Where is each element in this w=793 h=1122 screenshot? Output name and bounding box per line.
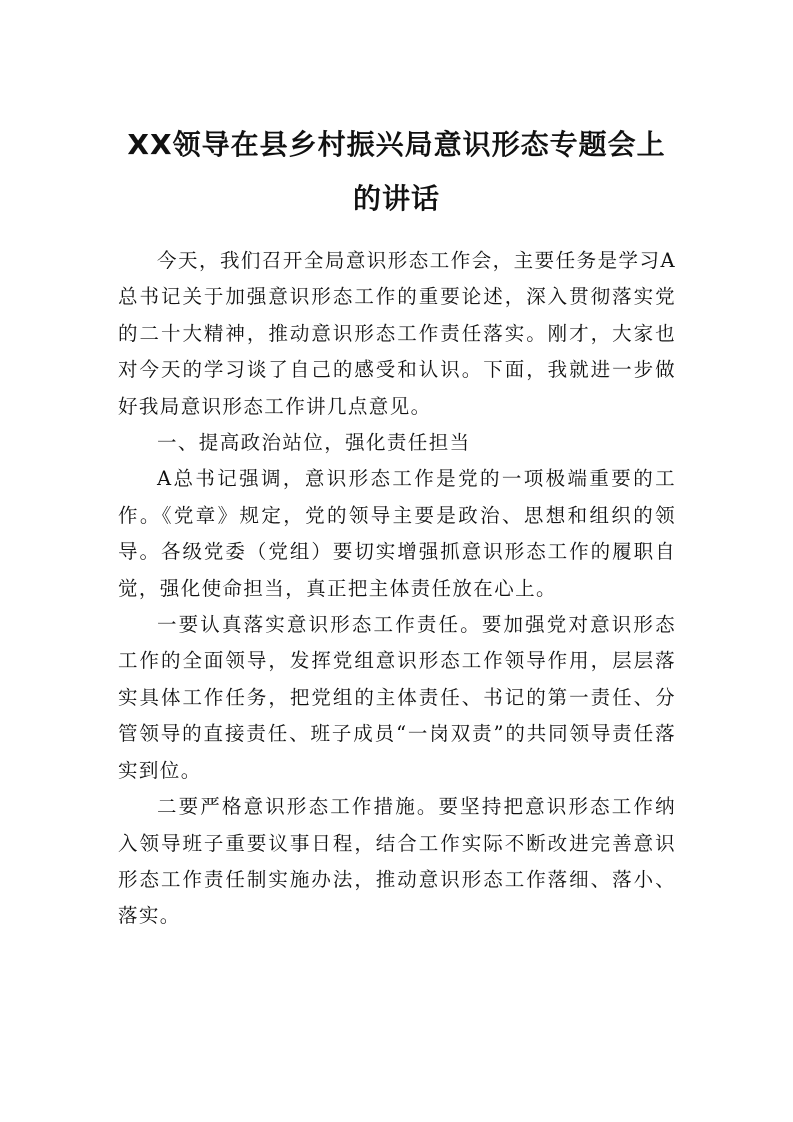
paragraph-intro: 今天，我们召开全局意识形态工作会，主要任务是学习A总书记关于加强意识形态工作的重要论述，深入贯彻落实党的二十大精神，推动意识形态工作责任落实。刚才，大家也对今天的学习谈了自己的感受和认识。下面，我就进一步做好我局意识形态工作讲几点意见。 bbox=[118, 249, 676, 418]
title-line-1: XX领导在县乡村振兴局意识形态专题会上 bbox=[127, 128, 666, 161]
document-body bbox=[118, 243, 676, 935]
paragraph-point-1: 一要认真落实意识形态工作责任。要加强党对意识形态工作的全面领导，发挥党组意识形态工作领导作用，层层落实具体工作任务，把党组的主体责任、书记的第一责任、分管领导的直接责任、班子成员“一岗双责”的共同领导责任落实到位。 bbox=[118, 613, 676, 782]
section-heading-1: 一、提高政治站位，强化责任担当 bbox=[157, 431, 471, 455]
paragraph-section-1-intro: A总书记强调，意识形态工作是党的一项极端重要的工作。《党章》规定，党的领导主要是政治、思想和组织的领导。各级党委（党组）要切实增强抓意识形态工作的履职自觉，强化使命担当，真正把主体责任放在心上。 bbox=[118, 467, 676, 600]
document-title bbox=[100, 118, 693, 226]
title-line-2: 的讲话 bbox=[352, 182, 440, 215]
paragraph-point-2: 二要严格意识形态工作措施。要坚持把意识形态工作纳入领导班子重要议事日程，结合工作实际不断改进完善意识形态工作责任制实施办法，推动意识形态工作落细、落小、落实。 bbox=[118, 795, 676, 928]
